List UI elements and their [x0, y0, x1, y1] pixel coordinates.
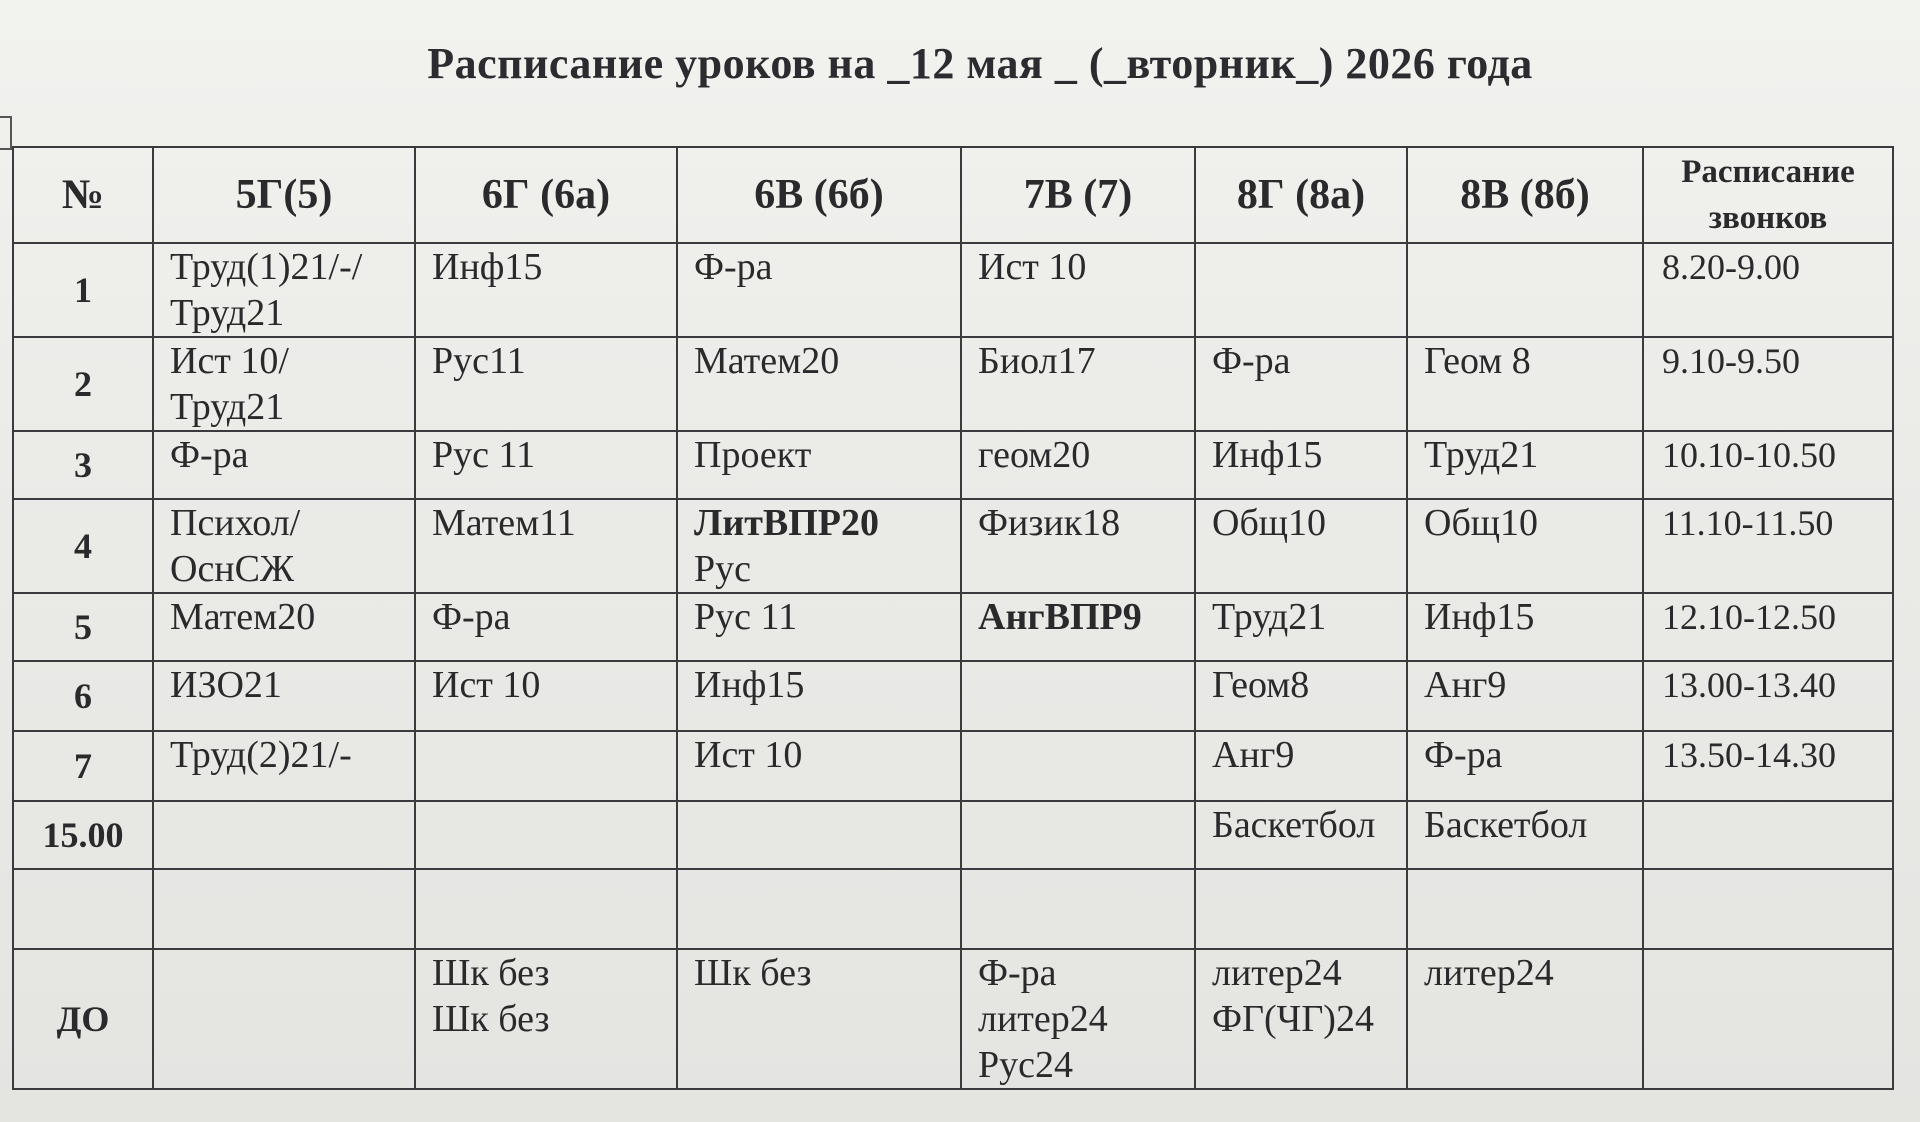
bell-time-cell: [1643, 869, 1893, 949]
lesson-text: Биол17: [978, 340, 1096, 382]
lesson-text: Анг9: [1212, 734, 1295, 776]
lesson-cell-5g: [153, 731, 415, 801]
lesson-text: Психол/: [170, 502, 301, 544]
lesson-text: Инф15: [1424, 596, 1535, 638]
schedule-body: [13, 243, 1893, 1089]
lesson-text: геом20: [978, 434, 1091, 476]
lesson-cell-6g: [415, 593, 677, 661]
lesson-cell-8v: [1407, 431, 1643, 499]
lesson-cell-7v: [961, 801, 1195, 869]
lesson-text: Труд21: [1212, 596, 1327, 638]
lesson-cell-5g: [153, 243, 415, 337]
lesson-cell-8g: [1195, 593, 1407, 661]
row-number-cell: 15.00: [13, 801, 153, 869]
bell-time-cell: 13.00-13.40: [1643, 661, 1893, 731]
lesson-text: Шк без: [432, 952, 550, 994]
lesson-cell-6g: [415, 337, 677, 431]
lesson-cell-8g: [1195, 869, 1407, 949]
table-row: [13, 243, 1893, 337]
lesson-text: Проект: [694, 434, 812, 476]
lesson-cell-6v: [677, 731, 961, 801]
lesson-cell-8g: [1195, 243, 1407, 337]
lesson-text: АнгВПР9: [978, 596, 1142, 638]
header-class-6v: 6В (6б): [677, 147, 961, 243]
lesson-cell-7v: [961, 731, 1195, 801]
lesson-text: ОснСЖ: [170, 548, 295, 590]
header-number: №: [13, 147, 153, 243]
lesson-cell-7v: [961, 243, 1195, 337]
lesson-cell-5g: [153, 431, 415, 499]
bell-time-cell: [1643, 801, 1893, 869]
lesson-text: Рус11: [432, 340, 526, 382]
lesson-cell-7v: [961, 869, 1195, 949]
lesson-cell-6v: [677, 869, 961, 949]
lesson-cell-6v: [677, 337, 961, 431]
lesson-cell-6g: [415, 949, 677, 1089]
row-number-cell: 1: [13, 243, 153, 337]
lesson-text: Физик18: [978, 502, 1121, 544]
lesson-text: Труд21: [1424, 434, 1539, 476]
lesson-text: Рус 11: [694, 596, 798, 638]
row-number-cell: 7: [13, 731, 153, 801]
lesson-text: литер24: [1212, 952, 1342, 994]
table-row: [13, 801, 1893, 869]
table-move-handle[interactable]: [0, 116, 12, 150]
lesson-cell-5g: [153, 801, 415, 869]
table-row: [13, 431, 1893, 499]
lesson-cell-5g: [153, 337, 415, 431]
lesson-cell-7v: [961, 661, 1195, 731]
lesson-cell-8g: [1195, 661, 1407, 731]
lesson-cell-7v: [961, 431, 1195, 499]
lesson-cell-5g: [153, 869, 415, 949]
lesson-cell-6g: [415, 661, 677, 731]
lesson-text: Труд21: [170, 292, 285, 334]
lesson-cell-8v: [1407, 801, 1643, 869]
lesson-cell-6g: [415, 869, 677, 949]
lesson-cell-7v: [961, 499, 1195, 593]
lesson-cell-6v: [677, 949, 961, 1089]
lesson-text: Матем20: [694, 340, 840, 382]
lesson-text: Рус 11: [432, 434, 536, 476]
lesson-text: Инф15: [694, 664, 805, 706]
bell-time-cell: 11.10-11.50: [1643, 499, 1893, 593]
lesson-text: Шк без: [694, 952, 812, 994]
table-row: [13, 661, 1893, 731]
schedule-table: [12, 146, 1894, 1090]
row-number-cell: 5: [13, 593, 153, 661]
lesson-text: Матем11: [432, 502, 576, 544]
lesson-cell-5g: [153, 661, 415, 731]
lesson-text: Ф-ра: [1424, 734, 1503, 776]
lesson-cell-6g: [415, 731, 677, 801]
lesson-text: Ист 10: [978, 246, 1087, 288]
lesson-text: Баскетбол: [1212, 804, 1376, 846]
header-class-8v: 8В (8б): [1407, 147, 1643, 243]
lesson-text: Рус: [694, 548, 751, 590]
bell-time-cell: 12.10-12.50: [1643, 593, 1893, 661]
table-row: [13, 869, 1893, 949]
lesson-cell-8v: [1407, 949, 1643, 1089]
lesson-text: Анг9: [1424, 664, 1507, 706]
bell-time-cell: 10.10-10.50: [1643, 431, 1893, 499]
bell-time-cell: 9.10-9.50: [1643, 337, 1893, 431]
row-number-cell: 2: [13, 337, 153, 431]
header-row: [13, 147, 1893, 243]
lesson-cell-8g: [1195, 499, 1407, 593]
lesson-cell-8g: [1195, 949, 1407, 1089]
table-row: [13, 499, 1893, 593]
lesson-text: Труд21: [170, 386, 285, 428]
lesson-text: Инф15: [1212, 434, 1323, 476]
lesson-text: Ист 10: [432, 664, 541, 706]
lesson-cell-8v: [1407, 593, 1643, 661]
lesson-text: Труд(2)21/-: [170, 734, 352, 776]
lesson-cell-6v: [677, 661, 961, 731]
bell-time-cell: [1643, 949, 1893, 1089]
lesson-text: Ф-ра: [170, 434, 249, 476]
row-number-cell: [13, 869, 153, 949]
lesson-cell-8v: [1407, 337, 1643, 431]
bell-time-cell: 13.50-14.30: [1643, 731, 1893, 801]
lesson-text: Рус24: [978, 1044, 1073, 1086]
lesson-text: Инф15: [432, 246, 543, 288]
lesson-cell-6g: [415, 499, 677, 593]
lesson-cell-8v: [1407, 731, 1643, 801]
lesson-cell-8g: [1195, 801, 1407, 869]
lesson-cell-6v: [677, 593, 961, 661]
lesson-cell-5g: [153, 593, 415, 661]
lesson-text: ИЗО21: [170, 664, 282, 706]
lesson-text: Шк без: [432, 998, 550, 1040]
row-number-cell: 4: [13, 499, 153, 593]
lesson-text: литер24: [978, 998, 1108, 1040]
lesson-cell-6v: [677, 431, 961, 499]
lesson-cell-7v: [961, 949, 1195, 1089]
lesson-text: литер24: [1424, 952, 1554, 994]
row-number-cell: 6: [13, 661, 153, 731]
lesson-text: Ф-ра: [978, 952, 1057, 994]
lesson-cell-5g: [153, 499, 415, 593]
lesson-cell-8v: [1407, 869, 1643, 949]
lesson-text: Ф-ра: [1212, 340, 1291, 382]
lesson-text: Труд(1)21/-/: [170, 246, 363, 288]
table-row: [13, 337, 1893, 431]
table-row: [13, 949, 1893, 1089]
lesson-cell-6g: [415, 431, 677, 499]
table-row: [13, 593, 1893, 661]
lesson-cell-7v: [961, 337, 1195, 431]
lesson-cell-6v: [677, 243, 961, 337]
lesson-text: Общ10: [1424, 502, 1539, 544]
lesson-text: Геом 8: [1424, 340, 1531, 382]
header-class-6g: 6Г (6а): [415, 147, 677, 243]
lesson-cell-6g: [415, 801, 677, 869]
lesson-cell-8g: [1195, 731, 1407, 801]
table-row: [13, 731, 1893, 801]
lesson-cell-8v: [1407, 661, 1643, 731]
lesson-text: Геом8: [1212, 664, 1310, 706]
lesson-cell-5g: [153, 949, 415, 1089]
lesson-text: ЛитВПР20: [694, 502, 879, 544]
lesson-cell-6v: [677, 499, 961, 593]
lesson-text: ФГ(ЧГ)24: [1212, 998, 1374, 1040]
lesson-cell-7v: [961, 593, 1195, 661]
lesson-text: Ф-ра: [432, 596, 511, 638]
lesson-cell-6g: [415, 243, 677, 337]
lesson-text: Общ10: [1212, 502, 1327, 544]
lesson-cell-8v: [1407, 243, 1643, 337]
lesson-text: Ист 10/: [170, 340, 289, 382]
lesson-cell-8g: [1195, 337, 1407, 431]
lesson-text: Ф-ра: [694, 246, 773, 288]
header-bell-schedule: Расписание звонков: [1643, 147, 1893, 243]
lesson-cell-8v: [1407, 499, 1643, 593]
row-number-cell: ДО: [13, 949, 153, 1089]
lesson-cell-6v: [677, 801, 961, 869]
header-class-8g: 8Г (8а): [1195, 147, 1407, 243]
lesson-cell-8g: [1195, 431, 1407, 499]
lesson-text: Матем20: [170, 596, 316, 638]
bell-time-cell: 8.20-9.00: [1643, 243, 1893, 337]
page-title: Расписание уроков на _12 мая _ (_вторник_) 2026 года: [427, 39, 1533, 88]
lesson-text: Ист 10: [694, 734, 803, 776]
header-class-7v: 7В (7): [961, 147, 1195, 243]
lesson-text: Баскетбол: [1424, 804, 1588, 846]
row-number-cell: 3: [13, 431, 153, 499]
header-class-5g: 5Г(5): [153, 147, 415, 243]
